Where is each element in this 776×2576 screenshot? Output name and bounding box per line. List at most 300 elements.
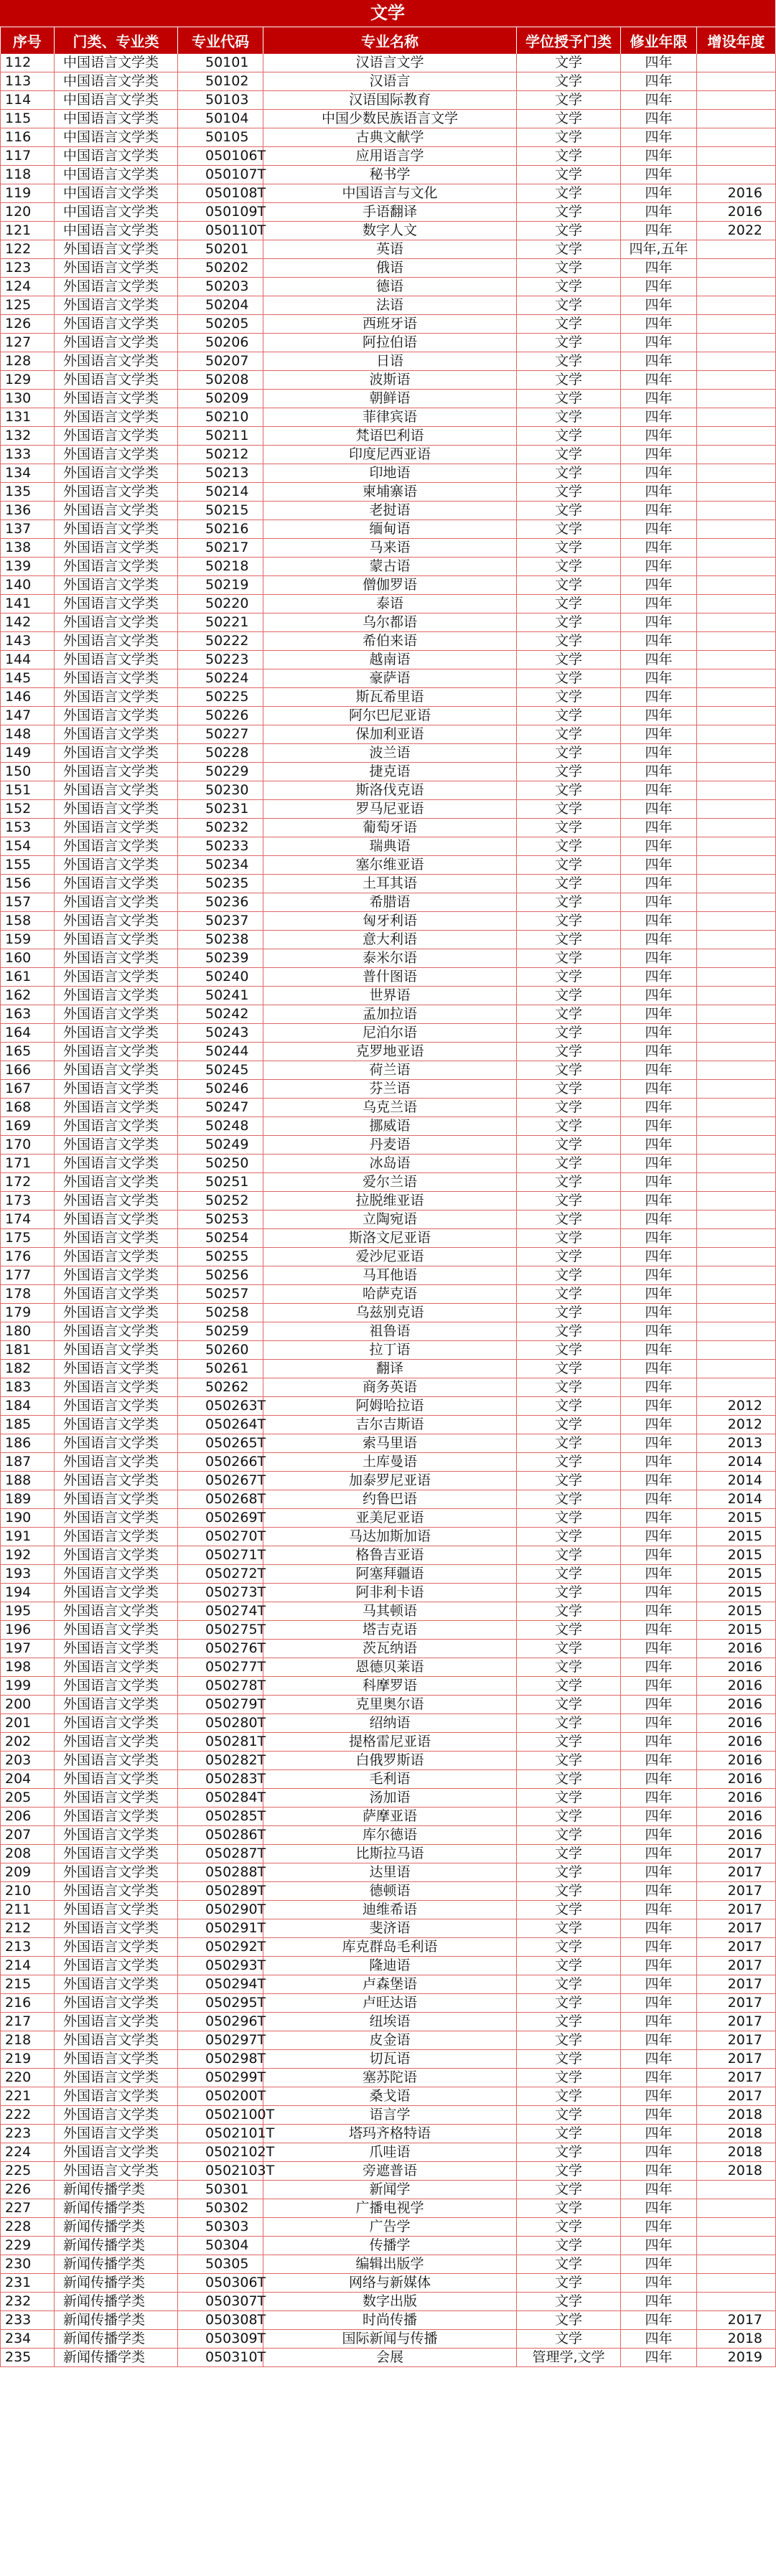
cell-category: 外国语言文学类 bbox=[55, 1882, 178, 1901]
table-row bbox=[1, 1696, 776, 1714]
cell-name: 俄语 bbox=[263, 259, 517, 278]
cell-added bbox=[697, 539, 776, 558]
cell-category: 外国语言文学类 bbox=[55, 483, 178, 502]
cell-name: 汉语国际教育 bbox=[263, 91, 517, 110]
cell-category: 外国语言文学类 bbox=[55, 558, 178, 576]
cell-name: 爱沙尼亚语 bbox=[263, 1248, 517, 1266]
cell-code: 50201 bbox=[178, 240, 263, 259]
cell-added: 2016 bbox=[697, 1696, 776, 1714]
cell-code: 50249 bbox=[178, 1136, 263, 1155]
table-row bbox=[1, 707, 776, 725]
cell-category: 外国语言文学类 bbox=[55, 352, 178, 371]
cell-degree: 文学 bbox=[517, 240, 621, 259]
cell-name: 语言学 bbox=[263, 2106, 517, 2125]
cell-code: 50243 bbox=[178, 1024, 263, 1043]
cell-code: 050274T bbox=[178, 1602, 263, 1621]
cell-category: 外国语言文学类 bbox=[55, 1397, 178, 1416]
cell-name: 冰岛语 bbox=[263, 1155, 517, 1173]
cell-name: 僧伽罗语 bbox=[263, 576, 517, 595]
cell-degree: 文学 bbox=[517, 1975, 621, 1994]
cell-code: 50214 bbox=[178, 483, 263, 502]
cell-years: 四年 bbox=[621, 1378, 697, 1397]
cell-no: 212 bbox=[1, 1919, 55, 1938]
cell-added bbox=[697, 278, 776, 296]
cell-category: 外国语言文学类 bbox=[55, 2013, 178, 2031]
cell-years: 四年 bbox=[621, 2087, 697, 2106]
cell-category: 外国语言文学类 bbox=[55, 1285, 178, 1304]
cell-category: 中国语言文学类 bbox=[55, 147, 178, 166]
cell-code: 50301 bbox=[178, 2181, 263, 2199]
cell-added bbox=[697, 2274, 776, 2293]
cell-years: 四年 bbox=[621, 91, 697, 110]
cell-years: 四年 bbox=[621, 1752, 697, 1770]
cell-degree: 文学 bbox=[517, 875, 621, 893]
cell-added: 2017 bbox=[697, 1882, 776, 1901]
table-row bbox=[1, 1901, 776, 1919]
cell-category: 外国语言文学类 bbox=[55, 1658, 178, 1677]
cell-name: 拉丁语 bbox=[263, 1341, 517, 1360]
cell-code: 50104 bbox=[178, 110, 263, 128]
cell-no: 115 bbox=[1, 110, 55, 128]
cell-name: 数字人文 bbox=[263, 222, 517, 240]
cell-name: 菲律宾语 bbox=[263, 408, 517, 427]
table-row bbox=[1, 2311, 776, 2330]
cell-code: 050309T bbox=[178, 2330, 263, 2349]
cell-category: 外国语言文学类 bbox=[55, 707, 178, 725]
cell-added bbox=[697, 949, 776, 968]
cell-code: 50102 bbox=[178, 72, 263, 91]
cell-name: 秘书学 bbox=[263, 166, 517, 184]
cell-category: 外国语言文学类 bbox=[55, 1136, 178, 1155]
cell-no: 139 bbox=[1, 558, 55, 576]
cell-category: 外国语言文学类 bbox=[55, 1005, 178, 1024]
cell-degree: 文学 bbox=[517, 1733, 621, 1752]
cell-name: 克里奥尔语 bbox=[263, 1696, 517, 1714]
cell-years: 四年 bbox=[621, 278, 697, 296]
cell-category: 外国语言文学类 bbox=[55, 987, 178, 1005]
cell-no: 143 bbox=[1, 632, 55, 651]
table-row bbox=[1, 222, 776, 240]
cell-degree: 文学 bbox=[517, 2031, 621, 2050]
cell-added bbox=[697, 725, 776, 744]
cell-added bbox=[697, 166, 776, 184]
header-added: 增设年度 bbox=[697, 27, 776, 54]
cell-category: 外国语言文学类 bbox=[55, 1957, 178, 1975]
cell-degree: 文学 bbox=[517, 1173, 621, 1192]
cell-added bbox=[697, 707, 776, 725]
cell-no: 144 bbox=[1, 651, 55, 669]
cell-degree: 文学 bbox=[517, 1919, 621, 1938]
cell-name: 广告学 bbox=[263, 2218, 517, 2237]
cell-code: 50232 bbox=[178, 819, 263, 837]
cell-code: 050263T bbox=[178, 1397, 263, 1416]
cell-no: 122 bbox=[1, 240, 55, 259]
cell-degree: 文学 bbox=[517, 1416, 621, 1434]
cell-code: 50224 bbox=[178, 669, 263, 688]
cell-no: 194 bbox=[1, 1584, 55, 1602]
table-row bbox=[1, 1994, 776, 2013]
cell-code: 50241 bbox=[178, 987, 263, 1005]
cell-category: 外国语言文学类 bbox=[55, 1509, 178, 1528]
cell-code: 050106T bbox=[178, 147, 263, 166]
cell-years: 四年 bbox=[621, 744, 697, 763]
cell-years: 四年 bbox=[621, 2013, 697, 2031]
cell-category: 外国语言文学类 bbox=[55, 781, 178, 800]
cell-no: 155 bbox=[1, 856, 55, 875]
cell-category: 新闻传播学类 bbox=[55, 2199, 178, 2218]
cell-category: 外国语言文学类 bbox=[55, 819, 178, 837]
cell-category: 外国语言文学类 bbox=[55, 856, 178, 875]
cell-name: 传播学 bbox=[263, 2237, 517, 2255]
cell-added: 2016 bbox=[697, 1677, 776, 1696]
cell-added bbox=[697, 464, 776, 483]
cell-name: 法语 bbox=[263, 296, 517, 315]
cell-name: 中国少数民族语言文学 bbox=[263, 110, 517, 128]
cell-name: 约鲁巴语 bbox=[263, 1490, 517, 1509]
cell-category: 外国语言文学类 bbox=[55, 1863, 178, 1882]
cell-code: 050294T bbox=[178, 1975, 263, 1994]
cell-added bbox=[697, 614, 776, 632]
cell-code: 050109T bbox=[178, 203, 263, 222]
cell-years: 四年 bbox=[621, 1341, 697, 1360]
cell-no: 141 bbox=[1, 595, 55, 614]
cell-category: 外国语言文学类 bbox=[55, 2031, 178, 2050]
cell-years: 四年 bbox=[621, 968, 697, 987]
cell-name: 斯洛文尼亚语 bbox=[263, 1229, 517, 1248]
table-row bbox=[1, 931, 776, 949]
cell-degree: 文学 bbox=[517, 1621, 621, 1640]
cell-degree: 文学 bbox=[517, 1229, 621, 1248]
cell-degree: 文学 bbox=[517, 651, 621, 669]
cell-name: 尼泊尔语 bbox=[263, 1024, 517, 1043]
cell-no: 125 bbox=[1, 296, 55, 315]
cell-category: 外国语言文学类 bbox=[55, 520, 178, 539]
cell-code: 050200T bbox=[178, 2087, 263, 2106]
cell-no: 207 bbox=[1, 1826, 55, 1845]
table-row bbox=[1, 819, 776, 837]
cell-years: 四年 bbox=[621, 2330, 697, 2349]
cell-no: 229 bbox=[1, 2237, 55, 2255]
cell-code: 50259 bbox=[178, 1322, 263, 1341]
cell-years: 四年 bbox=[621, 856, 697, 875]
cell-code: 050298T bbox=[178, 2050, 263, 2069]
table-row bbox=[1, 1080, 776, 1099]
cell-category: 外国语言文学类 bbox=[55, 315, 178, 334]
cell-added: 2015 bbox=[697, 1546, 776, 1565]
cell-no: 188 bbox=[1, 1472, 55, 1490]
cell-degree: 文学 bbox=[517, 1248, 621, 1266]
cell-years: 四年 bbox=[621, 614, 697, 632]
cell-years: 四年 bbox=[621, 352, 697, 371]
cell-added bbox=[697, 147, 776, 166]
cell-name: 索马里语 bbox=[263, 1434, 517, 1453]
cell-degree: 文学 bbox=[517, 1770, 621, 1789]
cell-added bbox=[697, 819, 776, 837]
table-row bbox=[1, 2106, 776, 2125]
cell-name: 网络与新媒体 bbox=[263, 2274, 517, 2293]
table-row bbox=[1, 1378, 776, 1397]
cell-code: 50237 bbox=[178, 912, 263, 931]
cell-code: 0502100T bbox=[178, 2106, 263, 2125]
cell-degree: 文学 bbox=[517, 1863, 621, 1882]
cell-code: 50204 bbox=[178, 296, 263, 315]
cell-degree: 文学 bbox=[517, 464, 621, 483]
cell-name: 爪哇语 bbox=[263, 2143, 517, 2162]
table-row bbox=[1, 968, 776, 987]
cell-added: 2022 bbox=[697, 222, 776, 240]
cell-code: 050267T bbox=[178, 1472, 263, 1490]
cell-added bbox=[697, 1155, 776, 1173]
cell-name: 国际新闻与传播 bbox=[263, 2330, 517, 2349]
cell-category: 外国语言文学类 bbox=[55, 1919, 178, 1938]
table-row bbox=[1, 1938, 776, 1957]
cell-years: 四年 bbox=[621, 1173, 697, 1192]
cell-degree: 文学 bbox=[517, 110, 621, 128]
cell-years: 四年 bbox=[621, 800, 697, 819]
cell-no: 231 bbox=[1, 2274, 55, 2293]
cell-no: 170 bbox=[1, 1136, 55, 1155]
cell-degree: 文学 bbox=[517, 688, 621, 707]
cell-years: 四年 bbox=[621, 1938, 697, 1957]
cell-years: 四年 bbox=[621, 464, 697, 483]
table-row bbox=[1, 781, 776, 800]
cell-added: 2015 bbox=[697, 1565, 776, 1584]
cell-code: 50250 bbox=[178, 1155, 263, 1173]
cell-no: 167 bbox=[1, 1080, 55, 1099]
cell-no: 131 bbox=[1, 408, 55, 427]
cell-code: 50202 bbox=[178, 259, 263, 278]
cell-added: 2016 bbox=[697, 1789, 776, 1808]
cell-added: 2017 bbox=[697, 1845, 776, 1863]
cell-added: 2019 bbox=[697, 2349, 776, 2367]
cell-no: 187 bbox=[1, 1453, 55, 1472]
cell-name: 白俄罗斯语 bbox=[263, 1752, 517, 1770]
cell-category: 新闻传播学类 bbox=[55, 2237, 178, 2255]
table-row bbox=[1, 240, 776, 259]
cell-code: 50228 bbox=[178, 744, 263, 763]
cell-added bbox=[697, 651, 776, 669]
cell-degree: 文学 bbox=[517, 166, 621, 184]
cell-added: 2016 bbox=[697, 203, 776, 222]
cell-degree: 文学 bbox=[517, 1677, 621, 1696]
table-row bbox=[1, 800, 776, 819]
cell-years: 四年 bbox=[621, 1584, 697, 1602]
cell-category: 外国语言文学类 bbox=[55, 1266, 178, 1285]
cell-degree: 文学 bbox=[517, 1472, 621, 1490]
cell-degree: 文学 bbox=[517, 2013, 621, 2031]
cell-category: 外国语言文学类 bbox=[55, 1714, 178, 1733]
cell-name: 汉语言 bbox=[263, 72, 517, 91]
cell-years: 四年 bbox=[621, 1360, 697, 1378]
cell-no: 223 bbox=[1, 2125, 55, 2143]
cell-name: 塞尔维亚语 bbox=[263, 856, 517, 875]
cell-added bbox=[697, 669, 776, 688]
cell-degree: 文学 bbox=[517, 1136, 621, 1155]
cell-years: 四年 bbox=[621, 1565, 697, 1584]
cell-years: 四年 bbox=[621, 147, 697, 166]
cell-years: 四年 bbox=[621, 1957, 697, 1975]
cell-category: 中国语言文学类 bbox=[55, 222, 178, 240]
cell-code: 50255 bbox=[178, 1248, 263, 1266]
cell-no: 128 bbox=[1, 352, 55, 371]
cell-category: 外国语言文学类 bbox=[55, 539, 178, 558]
cell-years: 四年 bbox=[621, 408, 697, 427]
cell-added bbox=[697, 2237, 776, 2255]
cell-no: 225 bbox=[1, 2162, 55, 2181]
cell-added bbox=[697, 110, 776, 128]
cell-name: 西班牙语 bbox=[263, 315, 517, 334]
cell-category: 外国语言文学类 bbox=[55, 1453, 178, 1472]
cell-years: 四年 bbox=[621, 725, 697, 744]
cell-category: 外国语言文学类 bbox=[55, 1994, 178, 2013]
cell-added bbox=[697, 352, 776, 371]
cell-years: 四年 bbox=[621, 2274, 697, 2293]
table-row bbox=[1, 1043, 776, 1061]
cell-years: 四年 bbox=[621, 707, 697, 725]
cell-no: 119 bbox=[1, 184, 55, 203]
cell-category: 外国语言文学类 bbox=[55, 912, 178, 931]
cell-category: 中国语言文学类 bbox=[55, 110, 178, 128]
cell-category: 外国语言文学类 bbox=[55, 408, 178, 427]
cell-code: 50304 bbox=[178, 2237, 263, 2255]
header-category: 门类、专业类 bbox=[55, 27, 178, 54]
cell-degree: 文学 bbox=[517, 931, 621, 949]
table-row bbox=[1, 464, 776, 483]
cell-years: 四年 bbox=[621, 1472, 697, 1490]
table-row bbox=[1, 352, 776, 371]
cell-added bbox=[697, 1285, 776, 1304]
cell-code: 050285T bbox=[178, 1808, 263, 1826]
header-code: 专业代码 bbox=[178, 27, 263, 54]
cell-years: 四年 bbox=[621, 1677, 697, 1696]
cell-no: 233 bbox=[1, 2311, 55, 2330]
table-body bbox=[1, 54, 776, 2367]
cell-added bbox=[697, 2293, 776, 2311]
table-row bbox=[1, 912, 776, 931]
cell-code: 050306T bbox=[178, 2274, 263, 2293]
table-row bbox=[1, 483, 776, 502]
cell-added bbox=[697, 1341, 776, 1360]
cell-code: 0502103T bbox=[178, 2162, 263, 2181]
cell-added bbox=[697, 632, 776, 651]
cell-added: 2017 bbox=[697, 2013, 776, 2031]
cell-category: 外国语言文学类 bbox=[55, 744, 178, 763]
table-row bbox=[1, 128, 776, 147]
cell-years: 四年 bbox=[621, 1640, 697, 1658]
cell-name: 朝鲜语 bbox=[263, 390, 517, 408]
cell-name: 孟加拉语 bbox=[263, 1005, 517, 1024]
cell-added: 2017 bbox=[697, 1975, 776, 1994]
cell-no: 208 bbox=[1, 1845, 55, 1863]
table-row bbox=[1, 1248, 776, 1266]
cell-no: 209 bbox=[1, 1863, 55, 1882]
cell-name: 皮金语 bbox=[263, 2031, 517, 2050]
cell-degree: 文学 bbox=[517, 1117, 621, 1136]
cell-no: 129 bbox=[1, 371, 55, 390]
cell-name: 泰语 bbox=[263, 595, 517, 614]
cell-code: 50244 bbox=[178, 1043, 263, 1061]
cell-added: 2017 bbox=[697, 2031, 776, 2050]
cell-no: 172 bbox=[1, 1173, 55, 1192]
cell-added: 2018 bbox=[697, 2106, 776, 2125]
cell-code: 50234 bbox=[178, 856, 263, 875]
cell-code: 50261 bbox=[178, 1360, 263, 1378]
cell-years: 四年 bbox=[621, 1509, 697, 1528]
cell-added: 2015 bbox=[697, 1528, 776, 1546]
cell-added: 2015 bbox=[697, 1584, 776, 1602]
cell-no: 174 bbox=[1, 1211, 55, 1229]
cell-years: 四年 bbox=[621, 1714, 697, 1733]
cell-years: 四年 bbox=[621, 1845, 697, 1863]
table-row bbox=[1, 1714, 776, 1733]
cell-name: 土库曼语 bbox=[263, 1453, 517, 1472]
table-row bbox=[1, 1621, 776, 1640]
cell-degree: 文学 bbox=[517, 1938, 621, 1957]
table-row bbox=[1, 1957, 776, 1975]
cell-code: 50209 bbox=[178, 390, 263, 408]
table-row bbox=[1, 1136, 776, 1155]
cell-no: 206 bbox=[1, 1808, 55, 1826]
cell-added bbox=[697, 1099, 776, 1117]
cell-degree: 文学 bbox=[517, 2293, 621, 2311]
cell-years: 四年 bbox=[621, 651, 697, 669]
cell-name: 葡萄牙语 bbox=[263, 819, 517, 837]
cell-code: 50217 bbox=[178, 539, 263, 558]
cell-no: 175 bbox=[1, 1229, 55, 1248]
cell-name: 塔玛齐格特语 bbox=[263, 2125, 517, 2143]
table-row bbox=[1, 1397, 776, 1416]
cell-category: 外国语言文学类 bbox=[55, 1770, 178, 1789]
cell-category: 外国语言文学类 bbox=[55, 1061, 178, 1080]
cell-no: 184 bbox=[1, 1397, 55, 1416]
cell-no: 148 bbox=[1, 725, 55, 744]
cell-years: 四年 bbox=[621, 446, 697, 464]
cell-no: 126 bbox=[1, 315, 55, 334]
cell-degree: 管理学,文学 bbox=[517, 2349, 621, 2367]
cell-degree: 文学 bbox=[517, 2330, 621, 2349]
cell-degree: 文学 bbox=[517, 1546, 621, 1565]
cell-degree: 文学 bbox=[517, 315, 621, 334]
cell-years: 四年 bbox=[621, 1434, 697, 1453]
cell-no: 161 bbox=[1, 968, 55, 987]
cell-added: 2017 bbox=[697, 2087, 776, 2106]
cell-code: 50213 bbox=[178, 464, 263, 483]
cell-no: 163 bbox=[1, 1005, 55, 1024]
cell-category: 外国语言文学类 bbox=[55, 651, 178, 669]
cell-category: 外国语言文学类 bbox=[55, 1192, 178, 1211]
cell-added bbox=[697, 763, 776, 781]
cell-code: 050310T bbox=[178, 2349, 263, 2367]
cell-added bbox=[697, 1360, 776, 1378]
cell-degree: 文学 bbox=[517, 614, 621, 632]
table-row bbox=[1, 632, 776, 651]
cell-added bbox=[697, 987, 776, 1005]
cell-added bbox=[697, 1304, 776, 1322]
table-row bbox=[1, 1882, 776, 1901]
cell-added bbox=[697, 520, 776, 539]
cell-degree: 文学 bbox=[517, 2255, 621, 2274]
table-row bbox=[1, 1602, 776, 1621]
cell-code: 50305 bbox=[178, 2255, 263, 2274]
cell-degree: 文学 bbox=[517, 296, 621, 315]
cell-degree: 文学 bbox=[517, 520, 621, 539]
table-row bbox=[1, 2125, 776, 2143]
cell-name: 斐济语 bbox=[263, 1919, 517, 1938]
cell-no: 200 bbox=[1, 1696, 55, 1714]
cell-added: 2016 bbox=[697, 1752, 776, 1770]
cell-years: 四年 bbox=[621, 1397, 697, 1416]
cell-name: 格鲁吉亚语 bbox=[263, 1546, 517, 1565]
